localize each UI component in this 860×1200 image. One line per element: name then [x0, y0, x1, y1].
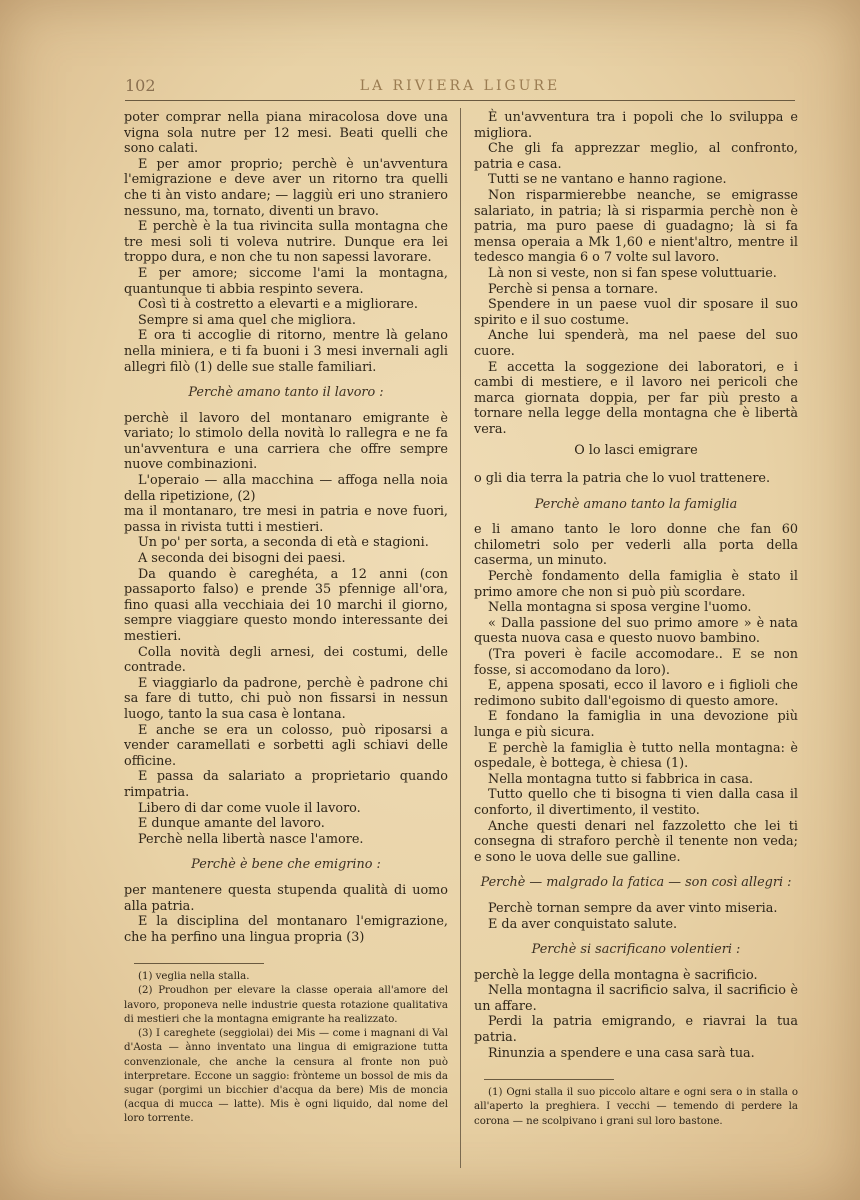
paragraph: Tutti se ne vantano e hanno ragione. [488, 172, 727, 188]
section-heading: Perchè — malgrado la fatica — son così allegri : [480, 875, 792, 891]
paragraph: E da aver conquistato salute. [488, 916, 678, 932]
paragraph: Perchè nella libertà nasce l'amore. [138, 831, 364, 847]
paragraph: L'operaio — alla macchina — affoga nella noia della ripetizione, (2) [124, 473, 448, 504]
section-heading: Perchè amano tanto il lavoro : [188, 385, 384, 401]
paragraph: Nella montagna si sposa vergine l'uomo. [488, 600, 752, 616]
centered-line: O lo lasci emigrare [574, 443, 698, 459]
paragraph: Così ti à costretto a elevarti e a migliorare. [138, 297, 418, 313]
paragraph: Da quando è careghéta, a 12 anni (con passaporto falso) e prende 35 pfennige all'ora, fino quasi alla vecchiaia dei 10 marchi il giorno, sempre viaggiare questo mondo interessante dei mestieri. [124, 566, 448, 644]
paragraph: E dunque amante del lavoro. [138, 816, 325, 832]
footnotes [124, 970, 448, 1126]
paragraph: o gli dia terra la patria che lo vuol trattenere. [474, 471, 771, 487]
paragraph: E accetta la soggezione dei laboratori, e i cambi di mestiere, e il lavoro nei pericoli che marca giornata doppia, per far più presto a tornare nella legge della montagna che è libertà vera. [474, 359, 798, 437]
paragraph: E passa da salariato a proprietario quando rimpatria. [124, 769, 448, 800]
footnote-rule [134, 963, 264, 964]
paragraph: Sempre si ama quel che migliora. [138, 312, 356, 328]
paragraph: E anche se era un colosso, può riposarsi a vender caramellati e sorbetti agli schiavi delle officine. [124, 722, 448, 769]
paragraph: E perchè la famiglia è tutto nella montagna: è ospedale, è bottega, è chiesa (1). [474, 740, 798, 772]
footnote: (3) I careghete (seggiolai) dei Mis — come i magnani di Val d'Aosta — ànno inventato una lingua di emigrazione tutta convenzionale, che anche la censura al fronte non può interpretare. Eccone un saggio: frònteme un bossol de mis da sugar (porgimi un bicchier d'acqua da bere) Mis de moncia (acqua di mucca — latte). Mis è ogni liquido, dal nome del loro torrente. [124, 1028, 448, 1125]
paragraph: Un po' per sorta, a seconda di età e stagioni. [138, 535, 429, 551]
paragraph: (Tra poveri è facile accomodare.. E se non fosse, si accomodano da loro). [474, 647, 798, 678]
footnote: (1) Ogni stalla il suo piccolo altare e ogni sera o in stalla o all'aperto la preghiera. I vecchi — temendo di perdere la corona — ne scolpivano i grani sul loro bastone. [474, 1087, 798, 1127]
paragraph: poter comprar nella piana miracolosa dove una vigna sola nutre per 12 mesi. Beati quelli che sono calati. [124, 110, 448, 157]
paragraph: « Dalla passione del suo primo amore » è nata questa nuova casa e questo nuovo bambino. [474, 615, 798, 647]
paragraph: ma il montanaro, tre mesi in patria e nove fuori, passa in rivista tutti i mestieri. [124, 504, 448, 535]
paragraph: Là non si veste, non si fan spese voluttuarie. [488, 265, 777, 281]
paragraph: Tutto quello che ti bisogna ti vien dalla casa il conforto, il divertimento, il vestito. [474, 787, 798, 818]
paragraph: e li amano tanto le loro donne che fan 60 chilometri solo per vederli alla porta della caserma, un minuto. [474, 522, 798, 569]
footnote: (1) veglia nella stalla. [138, 971, 250, 983]
paragraph: E viaggiarlo da padrone, perchè è padrone chi sa fare di tutto, chi può non fissarsi in nessun luogo, tanto la sua casa è lontana. [124, 675, 448, 722]
paragraph: Nella montagna tutto si fabbrica in casa. [488, 771, 754, 787]
paragraph: E per amore; siccome l'ami la montagna, quantunque ti abbia respinto severa. [124, 265, 448, 297]
paragraph: per mantenere questa stupenda qualità di uomo alla patria. [124, 882, 448, 914]
paragraph: È un'avventura tra i popoli che lo sviluppa e migliora. [474, 110, 798, 141]
running-head: LA RIVIERA LIGURE [359, 78, 561, 94]
paragraph: perchè il lavoro del montanaro emigrante è variato; lo stimolo della novità lo rallegra e ne fa un'avventura e una carriera che offre sempre nuove combinazioni. [124, 410, 448, 473]
left-column [124, 110, 448, 1127]
paragraph: Perdi la patria emigrando, e riavrai la tua patria. [474, 1014, 798, 1046]
paragraph: Libero di dar come vuole il lavoro. [138, 800, 361, 816]
paragraph: Perchè si pensa a tornare. [488, 281, 659, 297]
footnotes [474, 1086, 798, 1129]
paragraph: Anche lui spenderà, ma nel paese del suo cuore. [474, 328, 798, 359]
paragraph: Spendere in un paese vuol dir sposare il suo spirito e il suo costume. [474, 297, 798, 328]
paragraph: E, appena sposati, ecco il lavoro e i figlioli che redimono subito dall'egoismo di questo amore. [474, 678, 798, 709]
page-number: 102 [125, 76, 156, 95]
paragraph: E perchè è la tua rivincita sulla montagna che tre mesi soli ti voleva nutrire. Dunque era lei troppo dura, e non che tu non sapessi lavorare. [124, 219, 448, 266]
footnote: (2) Proudhon per elevare la classe operaia all'amore del lavoro, proponeva nelle industrie questa rotazione qualitativa di mestieri che la montagna emigrante ha realizzato. [124, 985, 448, 1025]
paragraph: Che gli fa apprezzar meglio, al confronto, patria e casa. [474, 141, 798, 172]
column-divider [460, 108, 461, 1168]
section-heading: Perchè si sacrificano volentieri : [531, 942, 741, 958]
paragraph: Anche questi denari nel fazzoletto che lei ti consegna di straforo perchè il tenente non veda; e sono le uova delle sue galline. [474, 818, 798, 865]
paragraph: Perchè fondamento della famiglia è stato il primo amore che non si può più scordare. [474, 569, 798, 600]
paragraph: Nella montagna il sacrificio salva, il sacrificio è un affare. [474, 983, 798, 1014]
paragraph: Perchè tornan sempre da aver vinto miseria. [488, 900, 778, 916]
paragraph: E ora ti accoglie di ritorno, mentre là gelano nella miniera, e ti fa buoni i 3 mesi invernali agli allegri filò (1) delle sue stalle familiari. [124, 328, 448, 375]
footnote-rule [484, 1079, 614, 1080]
section-heading: Perchè amano tanto la famiglia [534, 496, 738, 512]
paragraph: Non risparmierebbe neanche, se emigrasse salariato, in patria; là si risparmia perchè non è patria, ma puro paese di guadagno; là si fa mensa operaia a Mk 1,60 e nient'altro, mentre il tedesco mangia 6 o 7 volte sul lavoro. [474, 187, 798, 266]
paragraph: E fondano la famiglia in una devozione più lunga e più sicura. [474, 709, 798, 740]
paragraph: perchè la legge della montagna è sacrificio. [474, 967, 758, 983]
page-header [125, 72, 795, 101]
paragraph: A seconda dei bisogni dei paesi. [138, 551, 346, 567]
paragraph: Rinunzia a spendere e una casa sarà tua. [488, 1045, 755, 1061]
right-column [474, 110, 798, 1129]
paragraph: E la disciplina del montanaro l'emigrazione, che ha perfino una lingua propria (3) [124, 914, 448, 945]
section-heading: Perchè è bene che emigrino : [191, 857, 381, 873]
paragraph: E per amor proprio; perchè è un'avventura l'emigrazione e deve aver un ritorno tra quelli che ti àn visto andare; — laggiù eri uno straniero nessuno, ma, tornato, diventi un bravo. [124, 156, 448, 219]
paragraph: Colla novità degli arnesi, dei costumi, delle contrade. [124, 644, 448, 676]
